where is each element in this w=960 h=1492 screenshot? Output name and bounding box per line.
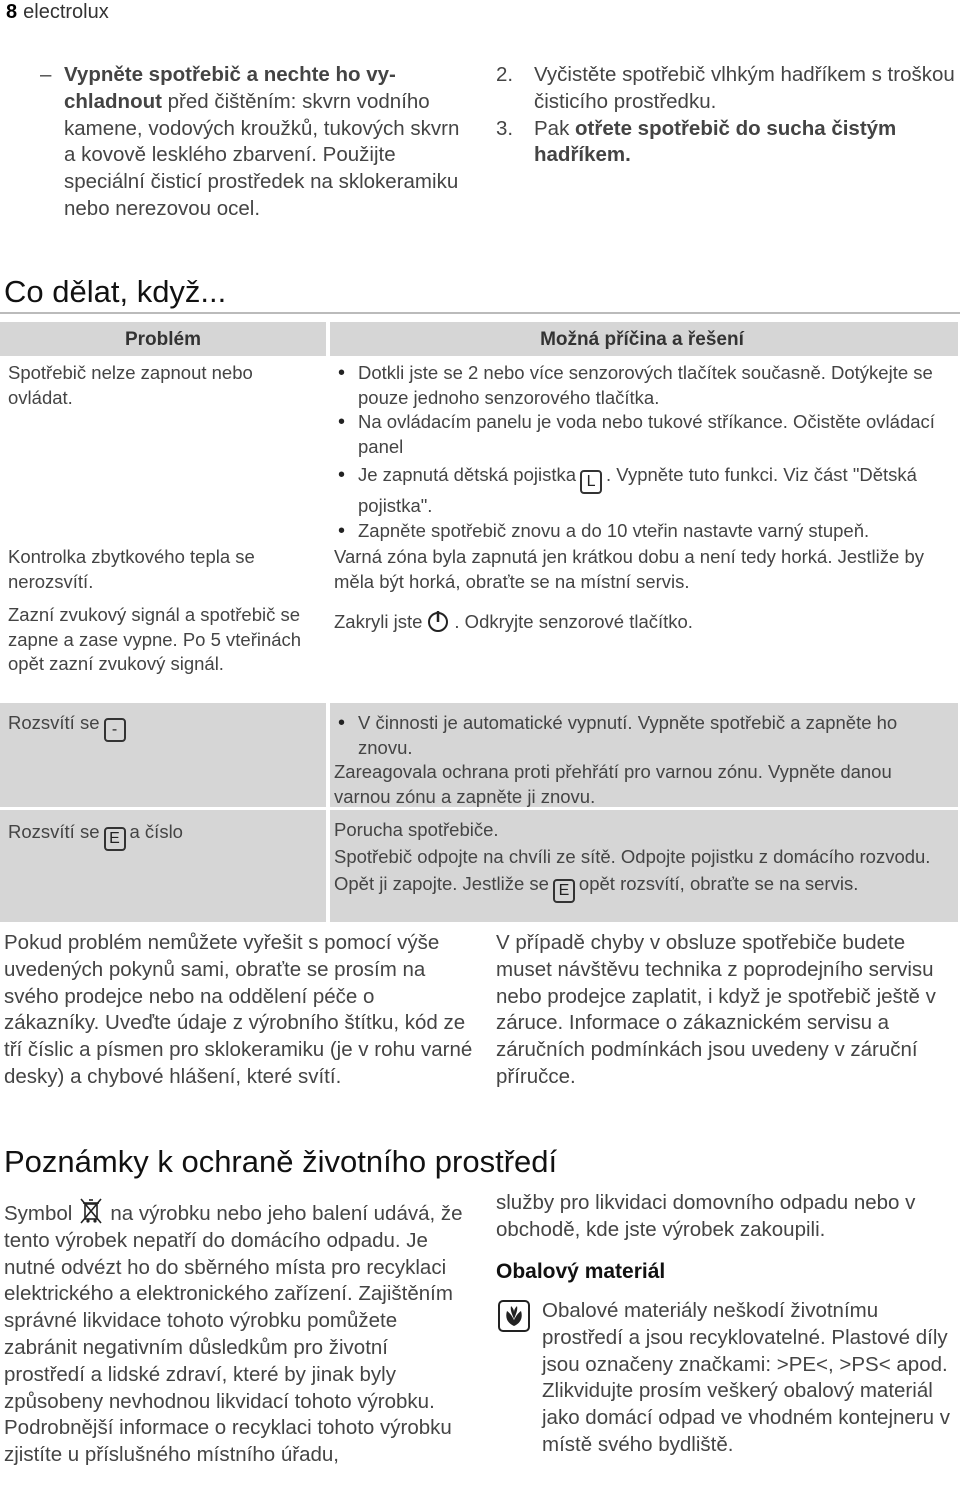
problem-cell: Kontrolka zbytkového tepla se nerozsvítí. <box>8 546 255 592</box>
brand-name: electrolux <box>23 1 109 23</box>
cleaning-bold: Vypněte spotřebič a nechte ho vy-chladnout <box>64 63 396 113</box>
step-number: 2. <box>496 63 514 86</box>
dash-display-icon: - <box>104 718 126 742</box>
step-number: 3. <box>496 116 514 140</box>
step-bold: otřete spotřebič do sucha čistým hadříkem. <box>534 116 897 167</box>
child-lock-icon: L <box>580 470 602 494</box>
step-text: Vyčistěte spotřebič vlhkým hadříkem s troškou čisticího prostředku. <box>534 63 955 113</box>
problem-text: Rozsvítí se <box>8 821 100 842</box>
solution-text: opět rozsvítí, obraťte se na servis. <box>578 873 859 894</box>
bullet-text: Je zapnutá dětská pojistka <box>358 464 577 486</box>
solution-cell: Varná zóna byla zapnutá jen krátkou dobu a není tedy horká. Jestliže by měla být horká, obraťte se na místní servis. <box>334 546 924 592</box>
environment-text-rest: na výrobku nebo jeho balení udává, že tento výrobek nepatří do domácího odpadu. Je nutné odvézt ho do sběrného místa pro recyklaci elektrického a elektronického zařízení. Zajištěním správné likvidace tohoto výrobku pomůžete zabránit negativním důsledkům pro životní prostředí a lidské zdraví, které by jinak byly způsobeny nevhodnou likvidací tohoto výrobku. Podrobnější informace o recyklaci tohoto výrobku zjistíte u příslušného místního úřadu, <box>4 1202 463 1467</box>
cleaning-note <box>40 62 464 223</box>
column-divider <box>326 322 330 356</box>
step-text: Pak <box>534 116 576 140</box>
solution-text: . Odkryjte senzorové tlačítko. <box>454 611 693 632</box>
step-2 <box>496 62 958 116</box>
problem-text: Rozsvítí se <box>8 712 100 733</box>
solution-bullet: • Zapněte spotřebič znovu a do 10 vteřin nastavte varný stupeň. <box>334 519 950 544</box>
section-heading-environment: Poznámky k ochraně životního prostředí <box>4 1144 558 1179</box>
solution-bullet: • Na ovládacím panelu je voda nebo tukové stříkance. Očistěte ovládací panel <box>334 410 950 459</box>
solution-text: Spotřebič odpojte na chvíli ze sítě. Odpojte pojistku z domácího rozvodu. Opět ji zapojte. Jestliže se <box>334 846 931 894</box>
page-number: 8 <box>6 1 18 23</box>
column-divider <box>326 703 330 922</box>
environment-text-continued: služby pro likvidaci domovního odpadu nebo v obchodě, kde jste výrobek zakoupili. <box>496 1191 916 1241</box>
problem-cell <box>0 703 326 807</box>
packaging-text: Obalové materiály neškodí životnímu prostředí a jsou recyklovatelné. Plastové díly jsou označeny značkami: >PE<, >PS< apod. Zlikvidujte prosím veškerý obalový materiál jako domácí odpad ve vhodném kontejneru v místě svého bydliště. <box>542 1299 950 1456</box>
on-off-icon <box>426 608 450 634</box>
problem-cell: Zazní zvukový signál a spotřebič se zapne a zase vypne. Po 5 vteřinách opět zazní zvukový signál. <box>8 604 302 675</box>
problem-text: a číslo <box>129 821 183 842</box>
page-header <box>6 0 109 24</box>
column-header-problem: Problém <box>0 322 326 356</box>
problem-cell: Spotřebič nelze zapnout nebo ovládat. <box>8 362 253 408</box>
environment-text <box>4 1196 474 1469</box>
solution-text: Porucha spotřebiče. <box>334 819 499 840</box>
solution-bullet: • V činnosti je automatické vypnutí. Vypněte spotřebič a zapněte ho znovu. <box>334 711 950 760</box>
bullet-text: . Vypněte tuto funkci. Viz část "Dětská pojistka". <box>358 464 917 517</box>
column-header-solution: Možná příčina a řešení <box>326 322 958 356</box>
solution-cell <box>326 703 958 807</box>
solution-cell <box>326 361 958 544</box>
environment-text-start: Symbol <box>4 1202 73 1225</box>
error-e-icon: E <box>553 879 575 903</box>
solution-text: Zakryli jste <box>334 611 423 632</box>
recycling-packaging-icon <box>498 1300 530 1332</box>
heading-rule <box>0 312 960 314</box>
row-divider <box>0 808 958 810</box>
error-e-icon: E <box>104 827 126 851</box>
solution-text: Zareagovala ochrana proti přehřátí pro varnou zónu. Vypněte danou varnou zónu a zapněte ji znovu. <box>334 761 892 807</box>
section-heading-troubleshooting: Co dělat, když... <box>4 274 227 309</box>
cleaning-text: před čištěním: skvrn vodního kamene, vodových kroužků, tukových skvrn a kovově lesklého zbarvení. Použijte speciální čisticí prostředek na sklokeramiku nebo nerezovou ocel. <box>64 89 460 220</box>
service-note-left: Pokud problém nemůžete vyřešit s pomocí výše uvedených pokynů sami, obraťte se prosím na svého prodejce nebo na oddělení péče o zákazníky. Uveďte údaje z výrobního štítku, kód ze tří číslic a písmen pro sklokeramiku (je v rohu varné desky) a chybové hlášení, které svítí. <box>4 931 473 1088</box>
solution-bullet <box>334 463 950 519</box>
dash-marker: – <box>40 63 52 86</box>
solution-cell <box>326 810 958 922</box>
solution-bullet: • Dotkli jste se 2 nebo více senzorových tlačítek současně. Dotýkejte se pouze jednoho senzorového tlačítka. <box>334 361 950 410</box>
service-note-right: V případě chyby v obsluze spotřebiče budete muset návštěvu technika z poprodejního servisu nebo prodejce zaplatit, i když je spotřebič ještě v záruce. Informace o zákaznickém servisu a záručních podmínkách jsou uvedeny v záruční příručce. <box>496 931 936 1088</box>
step-3 <box>496 116 958 170</box>
solution-cell <box>326 608 958 635</box>
cleaning-steps <box>496 62 958 169</box>
packaging-heading: Obalový materiál <box>496 1260 666 1283</box>
crossed-bin-icon <box>78 1196 104 1226</box>
problem-cell <box>0 810 326 922</box>
